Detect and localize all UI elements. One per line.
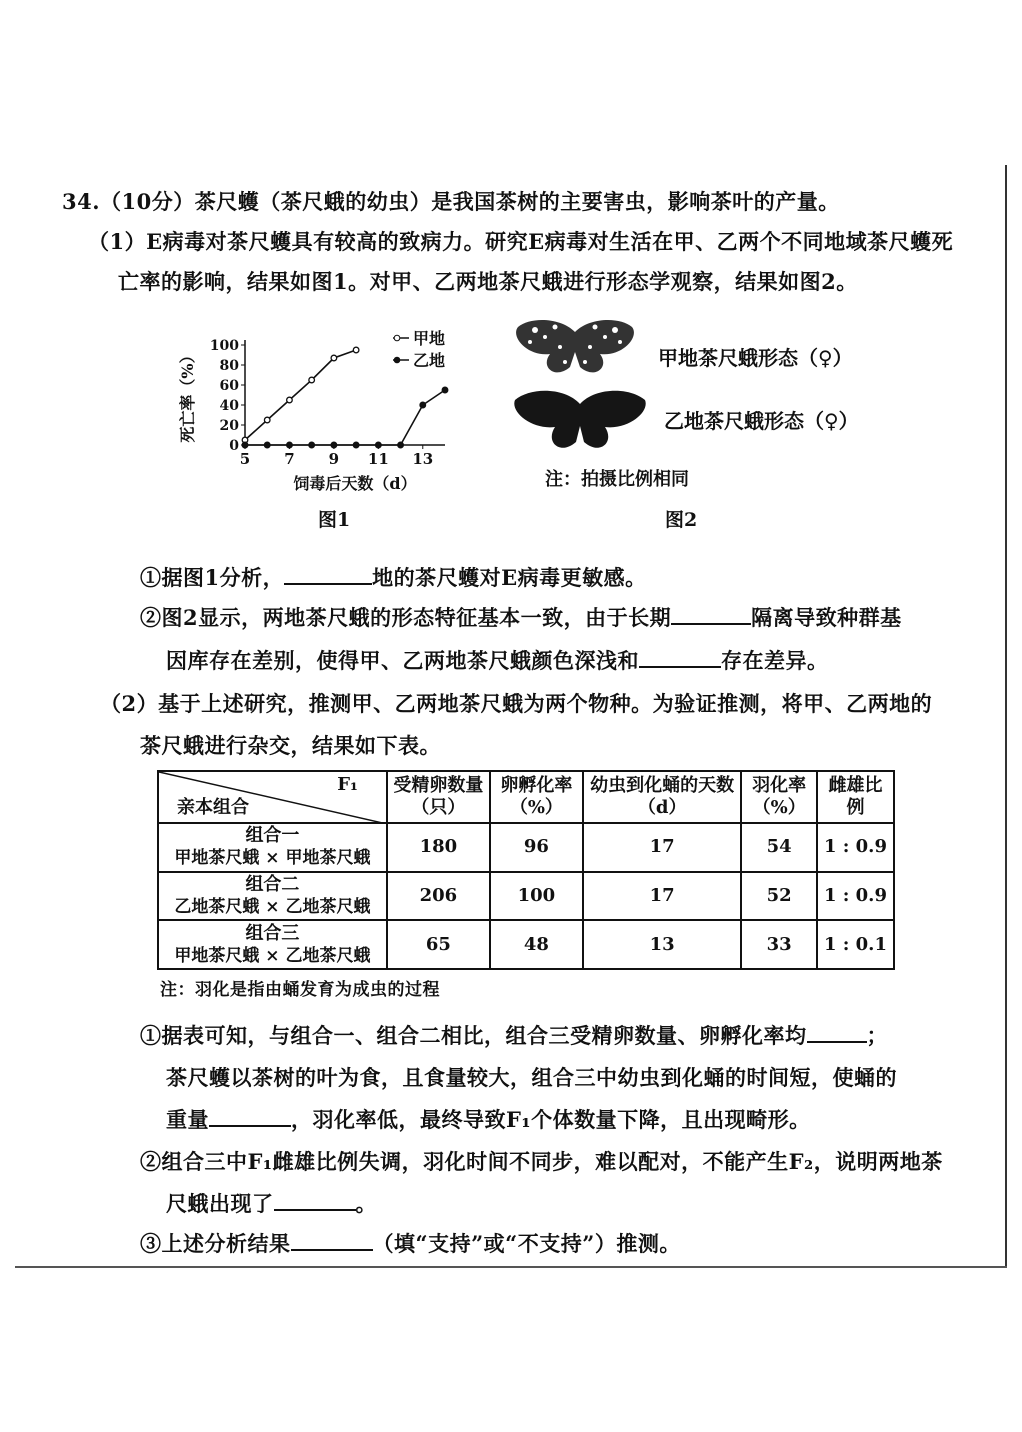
row-name: 组合三 [245,922,300,944]
y-tick-label: 60 [219,378,239,394]
cell: 17 [583,823,741,872]
row-name: 组合一 [245,825,300,847]
x-tick-label: 11 [367,450,389,468]
y-tick-label: 100 [209,338,239,354]
data-point [309,377,315,383]
moth-jia-image [510,312,640,382]
q1-2-post: 隔离导致种群基 [751,605,902,630]
figure1-chart [175,320,475,500]
q1-2-l2-post: 存在差异。 [721,648,829,673]
data-point [376,442,382,448]
header-eclosion: 羽化率（%） [741,771,817,823]
legend-label: 甲地 [413,329,446,348]
cross-results-table [157,770,895,970]
data-point [309,442,315,448]
row-label [158,920,387,969]
q2-1 [140,1020,888,1050]
row-name: 组合二 [245,873,300,895]
header-sex-ratio: 雌雄比例 [817,771,894,823]
cell: 96 [490,823,583,872]
cell: 180 [387,823,490,872]
cell: 1 : 0.9 [817,872,894,921]
y-tick-label: 0 [229,438,239,454]
row-cross: 甲地茶尺蛾 × 乙地茶尺蛾 [174,945,371,966]
y-tick-label: 40 [219,398,239,414]
table-row [158,823,894,872]
x-axis-label: 饲毒后天数（d） [293,474,417,493]
data-point [442,387,448,393]
y-tick-label: 80 [219,358,239,374]
y-axis-label: 死亡率（%） [178,347,197,443]
q2-2-l2-post: 。 [355,1191,377,1216]
part2-line1: （2）基于上述研究，推测甲、乙两地茶尺蛾为两个物种。为验证推测，将甲、乙两地的 [100,691,933,716]
data-point [331,442,337,448]
data-point [398,442,404,448]
q1-2-line2 [166,645,829,675]
header-hatch: 卵孵化率（%） [490,771,583,823]
x-tick-label: 9 [328,450,340,468]
answer-blank-5[interactable] [209,1105,291,1127]
header-eggs: 受精卵数量（只） [387,771,490,823]
x-tick-label: 7 [284,450,295,468]
row-label [158,823,387,872]
q2-1-line3 [166,1104,811,1134]
row-label [158,872,387,921]
moth-yi-image [510,382,650,457]
part1-intro-line2: 亡率的影响，结果如图1。对甲、乙两地茶尺蛾进行形态学观察，结果如图2。 [118,269,858,294]
data-point [287,397,293,403]
cell: 100 [490,872,583,921]
q2-3-pre: ③上述分析结果 [140,1231,291,1256]
answer-blank-3[interactable] [639,646,721,668]
data-point [264,417,270,423]
header-f1: F₁ [337,774,358,795]
page-frame-right [1005,165,1007,1268]
data-point [287,442,293,448]
legend-marker [394,335,400,341]
q2-1-l3-post: ，羽化率低，最终导致F₁个体数量下降，且出现畸形。 [291,1107,811,1132]
series-line-yi [245,390,445,445]
q1-2-pre: ②图2显示，两地茶尺蛾的形态特征基本一致，由于长期 [140,605,672,630]
figure1-label: 图1 [318,509,351,531]
answer-blank-2[interactable] [671,603,751,625]
table-note: 注：羽化是指由蛹发育为成虫的过程 [160,980,440,1000]
data-point [242,442,248,448]
q2-3-post: （填“支持”或“不支持”）推测。 [372,1231,681,1256]
figure2-caption-yi: 乙地茶尺蛾形态（♀） [664,409,859,433]
data-point [264,442,270,448]
figure2-note: 注：拍摄比例相同 [545,469,689,490]
data-point [353,347,359,353]
q2-2-line1: ②组合三中F₁雌雄比例失调，羽化时间不同步，难以配对，不能产生F₂，说明两地茶 [140,1149,943,1174]
cell: 1 : 0.1 [817,920,894,969]
q2-1-line2: 茶尺蠖以茶树的叶为食，且食量较大，组合三中幼虫到化蛹的时间短，使蛹的 [166,1065,897,1090]
data-point [420,402,426,408]
x-tick-label: 13 [412,450,434,468]
part2-line2: 茶尺蛾进行杂交，结果如下表。 [140,733,441,758]
cell: 33 [741,920,817,969]
q2-1-pre: ①据表可知，与组合一、组合二相比，组合三受精卵数量、卵孵化率均 [140,1023,807,1048]
cell: 54 [741,823,817,872]
q1-1-pre: ①据图1分析， [140,565,285,590]
x-tick-label: 5 [239,450,251,468]
q2-1-post: ； [866,1023,888,1048]
q2-3 [140,1228,681,1258]
q2-1-l3-pre: 重量 [166,1107,209,1132]
figure2-caption-jia: 甲地茶尺蛾形态（♀） [658,346,853,370]
legend-marker [394,357,400,363]
q2-2-line2 [166,1188,377,1218]
table-diagonal-header [158,771,387,823]
data-point [331,355,337,361]
cell: 1 : 0.9 [817,823,894,872]
row-cross: 乙地茶尺蛾 × 乙地茶尺蛾 [174,896,371,917]
answer-blank-6[interactable] [274,1189,356,1211]
q1-2 [140,602,902,632]
header-parent: 亲本组合 [177,797,249,818]
q1-1-post: 地的茶尺蠖对E病毒更敏感。 [372,565,647,590]
figure2-label: 图2 [665,509,698,531]
table-row [158,920,894,969]
row-cross: 甲地茶尺蛾 × 甲地茶尺蛾 [174,848,371,869]
answer-blank-7[interactable] [291,1229,373,1251]
cell: 13 [583,920,741,969]
q1-1 [140,562,647,592]
question-header: 34.（10分）茶尺蠖（茶尺蛾的幼虫）是我国茶树的主要害虫，影响茶叶的产量。 [62,189,840,214]
answer-blank-1[interactable] [284,563,372,585]
header-pupa-days: 幼虫到化蛹的天数（d） [583,771,741,823]
q1-2-l2-pre: 因库存在差别，使得甲、乙两地茶尺蛾颜色深浅和 [166,648,639,673]
legend-label: 乙地 [413,351,446,370]
series-line-jia [245,350,356,440]
answer-blank-4[interactable] [807,1021,867,1043]
q2-2-l2-pre: 尺蛾出现了 [166,1191,274,1216]
table-row [158,872,894,921]
cell: 17 [583,872,741,921]
cell: 65 [387,920,490,969]
cell: 48 [490,920,583,969]
cell: 52 [741,872,817,921]
part1-intro-line1: （1）E病毒对茶尺蠖具有较高的致病力。研究E病毒对生活在甲、乙两个不同地域茶尺蠖死 [88,229,954,254]
cell: 206 [387,872,490,921]
data-point [353,442,359,448]
y-tick-label: 20 [219,418,239,434]
page-frame-bottom [15,1266,1007,1268]
